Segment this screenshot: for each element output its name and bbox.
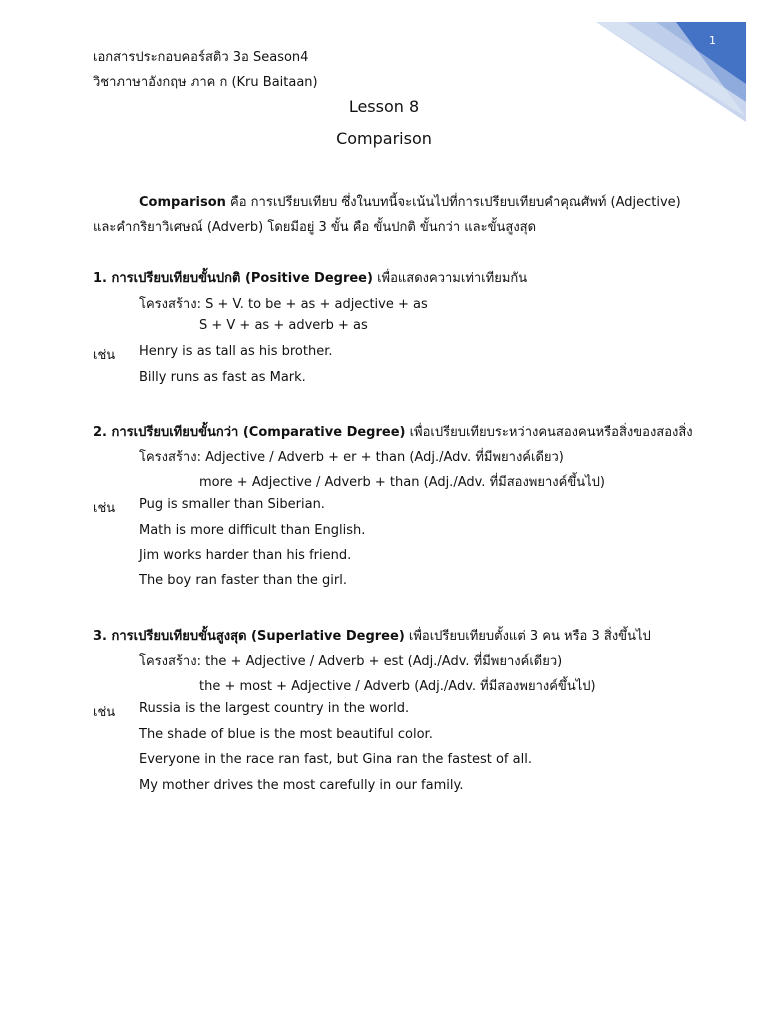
- section-2-structure-1: [139, 446, 564, 467]
- section-2-heading-bold: 2. การเปรียบเทียบขั้นกว่า (Comparative Degree): [93, 425, 406, 440]
- section-1-example-2: Billy runs as fast as Mark.: [139, 370, 306, 385]
- section-2-example-4: The boy ran faster than the girl.: [139, 573, 348, 588]
- header-line-2: วิชาภาษาอังกฤษ ภาค ก (Kru Baitaan): [93, 75, 318, 90]
- section-1-heading-bold: 1. การเปรียบเทียบขั้นปกติ (Positive Degree): [93, 271, 373, 286]
- section-3-example-4: My mother drives the most carefully in our family.: [139, 778, 464, 793]
- section-2-example-3: Jim works harder than his friend.: [139, 548, 352, 563]
- section-2-structure-2: more + Adjective / Adverb + than (Adj./Adv. ที่มีสองพยางค์ขึ้นไป): [199, 475, 605, 490]
- section-2-heading: [93, 421, 693, 442]
- section-1-structure-2: S + V + as + adverb + as: [199, 318, 368, 333]
- section-2-heading-rest: เพื่อเปรียบเทียบระหว่างคนสองคนหรือสิ่งของสองสิ่ง: [405, 425, 693, 440]
- topic-title: Comparison: [336, 129, 432, 148]
- lesson-title: Lesson 8: [348, 97, 420, 116]
- intro-term: Comparison: [139, 195, 226, 210]
- section-3-example-1: Russia is the largest country in the world.: [139, 701, 410, 716]
- intro-line-1: [139, 191, 681, 212]
- header-line-1: เอกสารประกอบคอร์สติว 3อ Season4: [93, 50, 309, 65]
- section-2-example-1: Pug is smaller than Siberian.: [139, 497, 325, 512]
- section-3-structure-1: [139, 650, 562, 671]
- page-number: 1: [709, 34, 716, 47]
- section-1-example-1: Henry is as tall as his brother.: [139, 344, 333, 359]
- intro-text-1: คือ การเปรียบเทียบ ซึ่งในบทนี้จะเน้นไปที่การเปรียบเทียบคำคุณศัพท์ (Adjective): [225, 195, 681, 210]
- section-2-example-2: Math is more difficult than English.: [139, 523, 366, 538]
- structure-label: โครงสร้าง:: [139, 297, 201, 312]
- section-3-example-2: The shade of blue is the most beautiful color.: [139, 727, 433, 742]
- structure-formula: the + Adjective / Adverb + est (Adj./Adv. ที่มีพยางค์เดียว): [205, 654, 563, 669]
- structure-formula: S + V. to be + as + adjective + as: [205, 297, 428, 312]
- structure-formula: Adjective / Adverb + er + than (Adj./Adv. ที่มีพยางค์เดียว): [205, 450, 564, 465]
- section-3-structure-2: the + most + Adjective / Adverb (Adj./Adv. ที่มีสองพยางค์ขึ้นไป): [199, 679, 596, 694]
- section-1-structure-1: [139, 293, 428, 314]
- structure-label: โครงสร้าง:: [139, 450, 201, 465]
- section-1-heading-rest: เพื่อแสดงความเท่าเทียมกัน: [372, 271, 528, 286]
- intro-line-2: และคำกริยาวิเศษณ์ (Adverb) โดยมีอยู่ 3 ขั้น คือ ขั้นปกติ ขั้นกว่า และขั้นสูงสุด: [93, 220, 537, 235]
- section-3-heading: [93, 625, 651, 646]
- section-3-example-3: Everyone in the race ran fast, but Gina ran the fastest of all.: [139, 752, 532, 767]
- section-3-heading-rest: เพื่อเปรียบเทียบตั้งแต่ 3 คน หรือ 3 สิ่งขึ้นไป: [404, 629, 651, 644]
- section-3-heading-bold: 3. การเปรียบเทียบขั้นสูงสุด (Superlative Degree): [93, 629, 405, 644]
- section-2-example-label: เช่น: [93, 501, 116, 516]
- section-1-heading: [93, 267, 527, 288]
- section-3-example-label: เช่น: [93, 705, 116, 720]
- structure-label: โครงสร้าง:: [139, 654, 201, 669]
- section-1-example-label: เช่น: [93, 348, 116, 363]
